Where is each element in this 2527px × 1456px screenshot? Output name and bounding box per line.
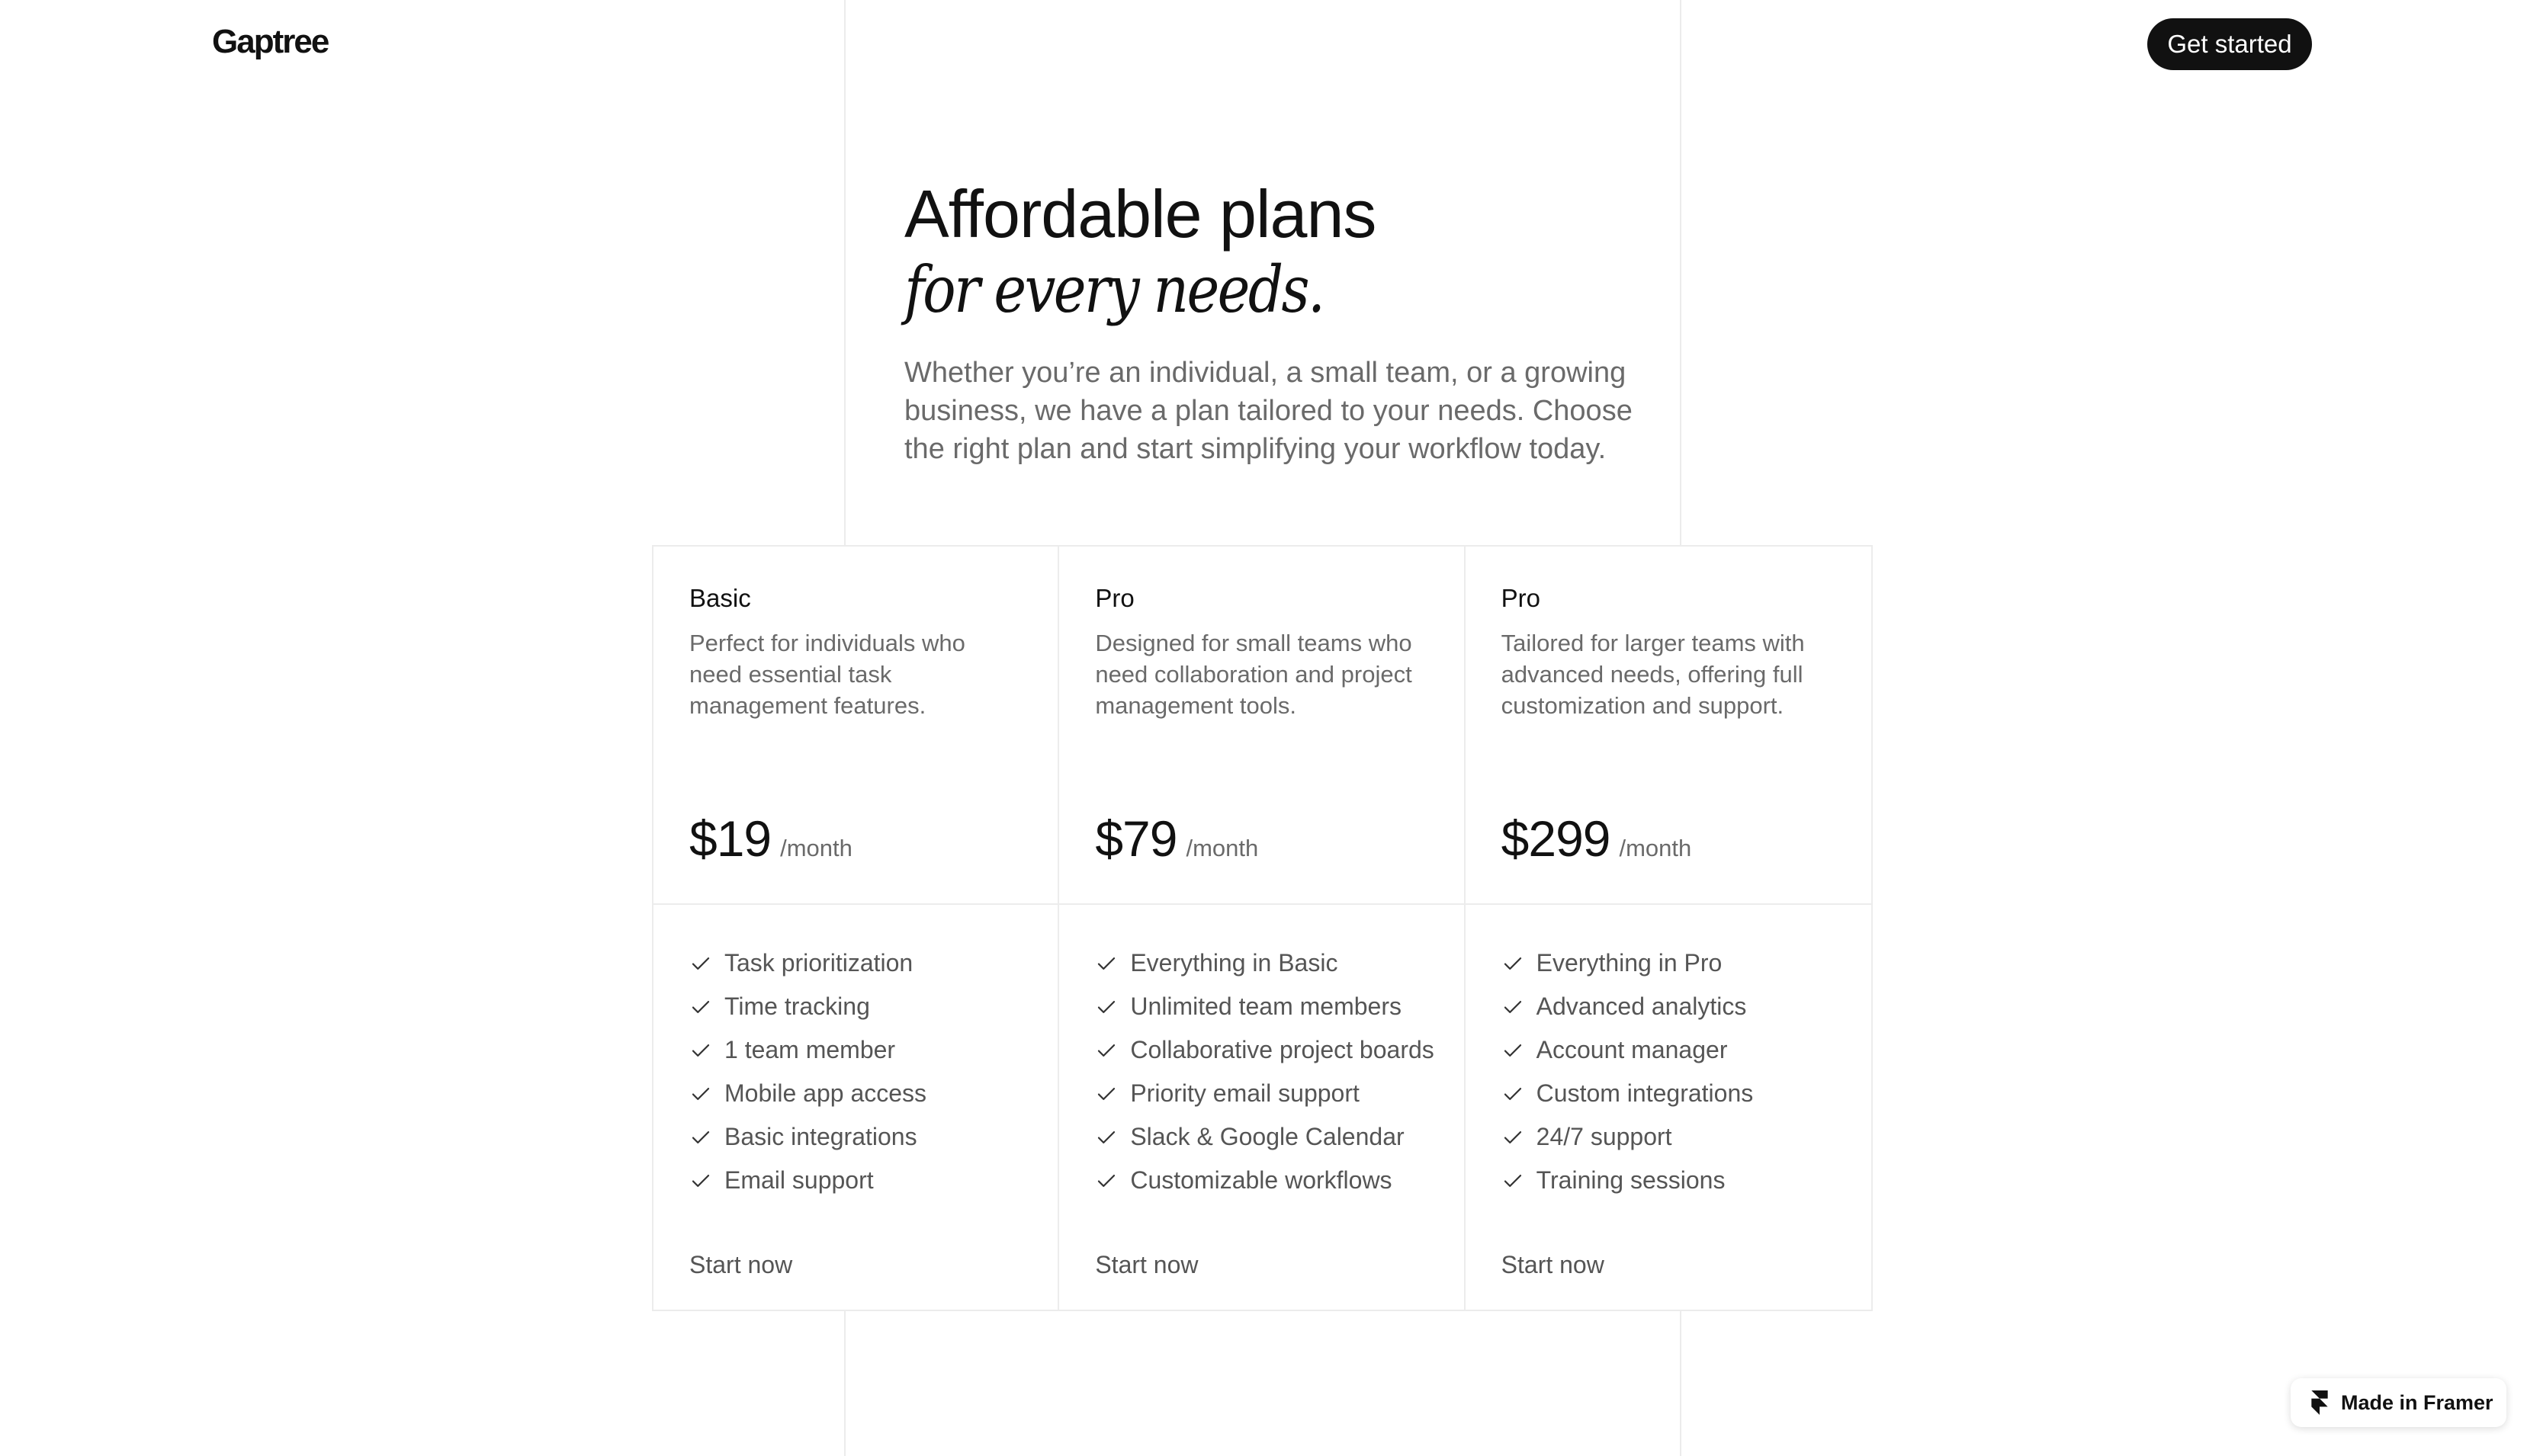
check-icon — [1095, 1126, 1118, 1149]
hero-description: Whether you’re an individual, a small team, or a growing business, we have a plan tailored to your needs. Choose the right plan and start simplifying your workflow today. — [904, 357, 1633, 465]
check-icon — [1501, 1126, 1524, 1149]
get-started-button[interactable]: Get started — [2147, 18, 2312, 70]
feature-list — [1059, 905, 1463, 1202]
feature-label: Everything in Basic — [1130, 949, 1338, 977]
check-icon — [1501, 1082, 1524, 1105]
feature-item — [1501, 1072, 1871, 1115]
check-icon — [1501, 952, 1524, 975]
plan-description: Tailored for larger teams with advanced needs, offering full customization and support. — [1501, 630, 1805, 719]
logo[interactable]: Gaptree — [212, 23, 329, 60]
feature-item — [1501, 1159, 1871, 1202]
price-period: /month — [780, 835, 853, 861]
feature-label: 24/7 support — [1536, 1123, 1672, 1150]
feature-item — [689, 1115, 1058, 1159]
feature-label: 1 team member — [724, 1036, 896, 1063]
feature-label: Mobile app access — [724, 1079, 927, 1107]
price-period: /month — [1186, 835, 1259, 861]
feature-label: Slack & Google Calendar — [1130, 1123, 1405, 1150]
price-period: /month — [1619, 835, 1692, 861]
feature-label: Account manager — [1536, 1036, 1728, 1063]
hero-section — [904, 177, 1652, 468]
check-icon — [689, 996, 712, 1018]
feature-item — [1501, 1028, 1871, 1072]
check-icon — [1095, 1039, 1118, 1062]
plan-name: Pro — [1095, 584, 1135, 612]
check-icon — [689, 1082, 712, 1105]
feature-label: Everything in Pro — [1536, 949, 1723, 977]
plan-header — [1059, 547, 1463, 905]
feature-item — [1095, 985, 1463, 1028]
plan-price: $79 — [1095, 810, 1177, 867]
check-icon — [1095, 1082, 1118, 1105]
feature-label: Basic integrations — [724, 1123, 917, 1150]
feature-label: Collaborative project boards — [1130, 1036, 1434, 1063]
framer-icon — [2310, 1390, 2329, 1415]
badge-label: Made in Framer — [2341, 1390, 2493, 1414]
check-icon — [1095, 952, 1118, 975]
check-icon — [1095, 1169, 1118, 1192]
feature-list — [1466, 905, 1871, 1202]
feature-label: Training sessions — [1536, 1166, 1726, 1194]
check-icon — [1501, 1039, 1524, 1062]
title-line-1: Affordable plans — [904, 176, 1376, 252]
check-icon — [1501, 996, 1524, 1018]
check-icon — [689, 1039, 712, 1062]
feature-label: Email support — [724, 1166, 874, 1194]
feature-item — [689, 1159, 1058, 1202]
feature-label: Custom integrations — [1536, 1079, 1754, 1107]
plan-card-basic — [653, 547, 1059, 1310]
check-icon — [689, 1169, 712, 1192]
feature-item — [1501, 1115, 1871, 1159]
check-icon — [1501, 1169, 1524, 1192]
plan-card-enterprise — [1466, 547, 1871, 1310]
start-now-button[interactable]: Start now — [689, 1251, 793, 1278]
feature-label: Unlimited team members — [1130, 993, 1402, 1020]
feature-item — [689, 1028, 1058, 1072]
feature-item — [1095, 1115, 1463, 1159]
feature-item — [1095, 1072, 1463, 1115]
price-row — [1095, 810, 1258, 868]
feature-label: Time tracking — [724, 993, 870, 1020]
feature-item — [1501, 985, 1871, 1028]
page-title — [904, 177, 1652, 328]
title-line-2: for every needs. — [904, 252, 1324, 327]
pricing-grid — [652, 545, 1873, 1311]
plan-header — [1466, 547, 1871, 905]
plan-price: $19 — [689, 810, 772, 867]
start-now-button[interactable]: Start now — [1095, 1251, 1199, 1278]
made-in-framer-badge[interactable] — [2291, 1378, 2506, 1427]
plan-description: Designed for small teams who need collaboration and project management tools. — [1095, 630, 1412, 719]
feature-item — [1501, 941, 1871, 985]
feature-item — [1095, 1159, 1463, 1202]
feature-list — [653, 905, 1058, 1202]
feature-item — [689, 1072, 1058, 1115]
feature-item — [689, 985, 1058, 1028]
check-icon — [689, 952, 712, 975]
price-row — [1501, 810, 1692, 868]
plan-price: $299 — [1501, 810, 1610, 867]
feature-label: Advanced analytics — [1536, 993, 1747, 1020]
feature-label: Task prioritization — [724, 949, 914, 977]
feature-label: Priority email support — [1130, 1079, 1360, 1107]
plan-name: Pro — [1501, 584, 1541, 612]
check-icon — [1095, 996, 1118, 1018]
start-now-button[interactable]: Start now — [1501, 1251, 1604, 1278]
feature-item — [1095, 1028, 1463, 1072]
price-row — [689, 810, 853, 868]
plan-name: Basic — [689, 584, 751, 612]
plan-description: Perfect for individuals who need essential task management features. — [689, 630, 965, 719]
plan-card-pro — [1059, 547, 1465, 1310]
feature-label: Customizable workflows — [1130, 1166, 1392, 1194]
feature-item — [689, 941, 1058, 985]
check-icon — [689, 1126, 712, 1149]
feature-item — [1095, 941, 1463, 985]
plan-header — [653, 547, 1058, 905]
